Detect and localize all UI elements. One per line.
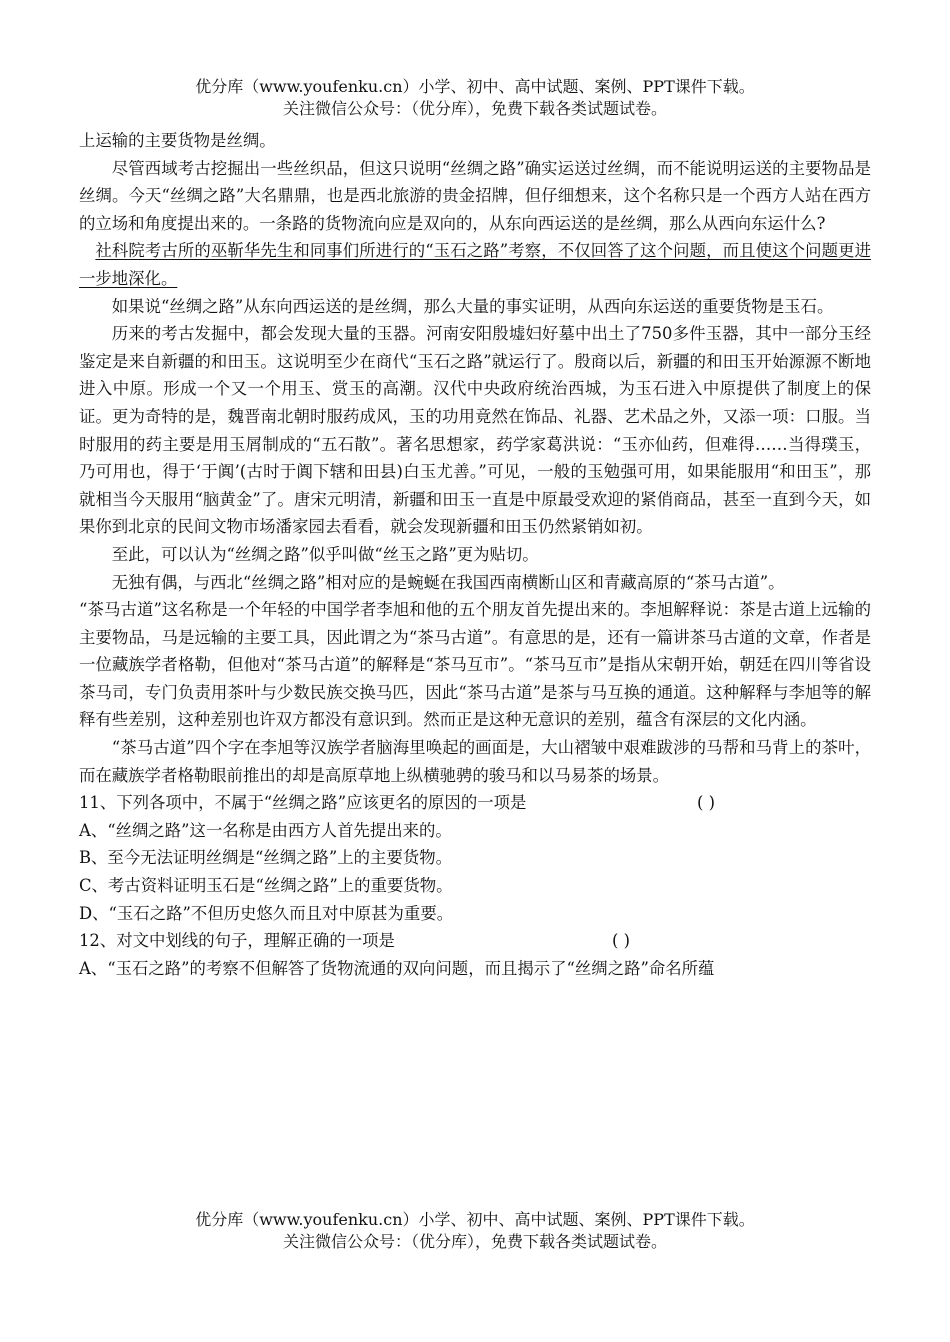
paragraph: 无独有偶，与西北“丝绸之路”相对应的是蜿蜒在我国西南横断山区和青藏高原的“茶马古道”。 — [111, 572, 785, 592]
paragraph: 至此，可以认为“丝绸之路”似乎叫做“丝玉之路”更为贴切。 — [111, 544, 539, 564]
header-line-2: 关注微信公众号：（优分库），免费下载各类试题试卷。 — [282, 99, 667, 118]
question-12-stem: 12、对文中划线的句子，理解正确的一项是 — [79, 931, 395, 951]
option-b: B、至今无法证明丝绸是“丝绸之路”上的主要货物。 — [79, 848, 453, 868]
answer-parentheses: ( ) — [697, 793, 715, 813]
question-11 — [79, 789, 871, 817]
footer-line-1: 优分库（www.youfenku.cn）小学、初中、高中试题、案例、PPT课件下载。 — [195, 1210, 755, 1229]
option-c: C、考古资料证明玉石是“丝绸之路”上的重要货物。 — [79, 876, 453, 896]
option-a: A、“丝绸之路”这一名称是由西方人首先提出来的。 — [79, 820, 452, 840]
page-header — [0, 76, 950, 120]
document-body — [79, 127, 871, 982]
option-a: A、“玉石之路”的考察不但解答了货物流通的双向问题，而且揭示了“丝绸之路”命名所蕴 — [79, 958, 715, 978]
footer-line-2: 关注微信公众号：（优分库），免费下载各类试题试卷。 — [282, 1232, 667, 1251]
paragraph: 尽管西域考古挖掘出一些丝织品，但这只说明“丝绸之路”确实运送过丝绸，而不能说明运送的主要物品是丝绸。今天“丝绸之路”大名鼎鼎，也是西北旅游的贵金招牌，但仔细想来，这个名称只是一个西方人站在西方的立场和角度提出来的。一条路的货物流向应是双向的，从东向西运送的是丝绸，那么从西向东运什么? — [79, 158, 871, 233]
answer-parentheses: ( ) — [612, 931, 630, 951]
paragraph: 上运输的主要货物是丝绸。 — [79, 131, 276, 150]
paragraph: “茶马古道”四个字在李旭等汉族学者脑海里唤起的画面是，大山褶皱中艰难跋涉的马帮和马背上的茶叶，而在藏族学者格勒眼前推出的却是高原草地上纵横驰骋的骏马和以马易茶的场景。 — [79, 738, 871, 785]
header-line-1: 优分库（www.youfenku.cn）小学、初中、高中试题、案例、PPT课件下载。 — [195, 77, 755, 96]
underlined-sentence: 社科院考古所的巫靳华先生和同事们所进行的“玉石之路”考察，不仅回答了这个问题，而且使这个问题更进一步地深化。 — [79, 241, 871, 288]
paragraph: 如果说“丝绸之路”从东向西运送的是丝绸，那么大量的事实证明，从西向东运送的重要货物是玉石。 — [111, 296, 834, 316]
question-11-stem: 11、下列各项中，不属于“丝绸之路”应该更名的原因的一项是 — [79, 793, 527, 813]
question-12 — [79, 927, 871, 955]
paragraph: “茶马古道”这名称是一个年轻的中国学者李旭和他的五个朋友首先提出来的。李旭解释说：茶是古道上远输的主要物品，马是远输的主要工具，因此谓之为“茶马古道”。有意思的是，还有一篇讲茶马古道的文章，作者是一位藏族学者格勒，但他对“茶马古道”的解释是“茶马互市”。“茶马互市”是指从宋朝开始，朝廷在四川等省设茶马司，专门负责用茶叶与少数民族交换马匹，因此“茶马古道”是茶与马互换的通道。这种解释与李旭等的解释有些差别，这种差别也许双方都没有意识到。然而正是这种无意识的差别，蕴含有深层的文化内涵。 — [79, 600, 871, 730]
page-footer — [0, 1209, 950, 1253]
paragraph: 历来的考古发掘中，都会发现大量的玉器。河南安阳殷墟妇好墓中出土了750多件玉器，其中一部分玉经鉴定是来自新疆的和田玉。这说明至少在商代“玉石之路”就运行了。殷商以后，新疆的和田玉开始源源不断地进入中原。形成一个又一个用玉、赏玉的高潮。汉代中央政府统治西城，为玉石进入中原提供了制度上的保证。更为奇特的是，魏晋南北朝时服药成风，玉的功用竟然在饰品、礼器、艺术品之外，又添一项：口服。当时服用的药主要是用玉屑制成的“五石散”。著名思想家，药学家葛洪说：“玉亦仙药，但难得……当得璞玉，乃可用也，得于‘于阗’(古时于阗下辖和田县)白玉尤善。”可见，一般的玉勉强可用，如果能服用“和田玉”，那就相当今天服用“脑黄金”了。唐宋元明清，新疆和田玉一直是中原最受欢迎的紧俏商品，甚至一直到今天，如果你到北京的民间文物市场潘家园去看看，就会发现新疆和田玉仍然紧销如初。 — [79, 324, 871, 537]
option-d: D、“玉石之路”不但历史悠久而且对中原甚为重要。 — [79, 903, 454, 923]
